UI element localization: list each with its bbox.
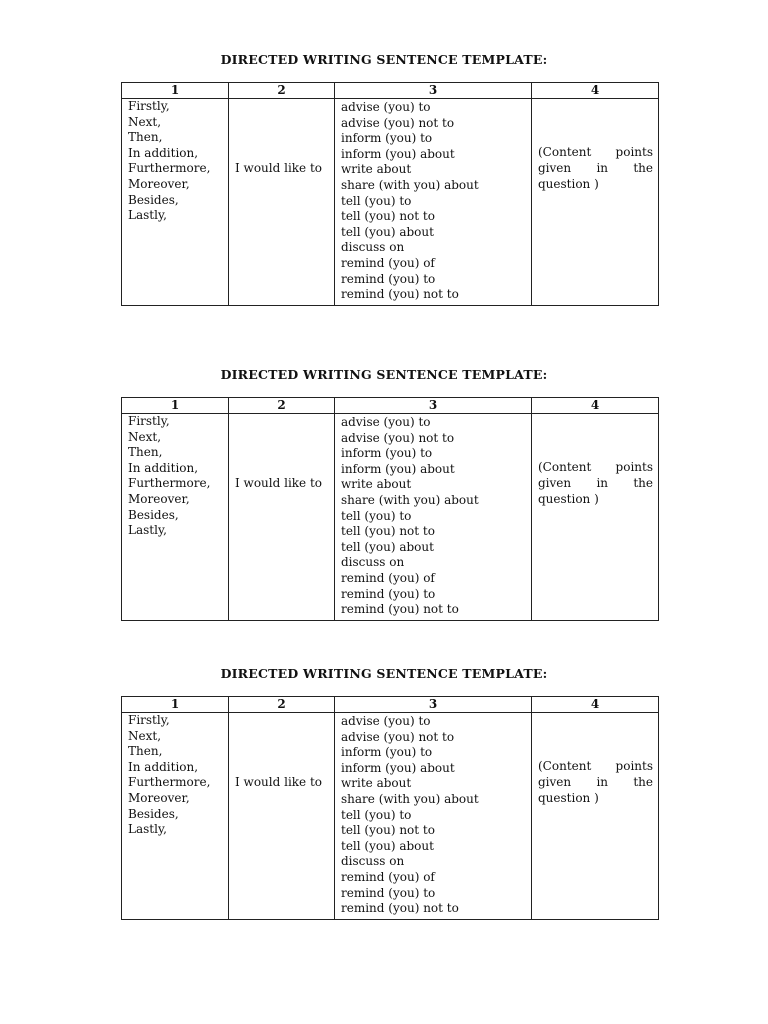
connector-word: Lastly, bbox=[128, 822, 167, 837]
column-header-1: 1 bbox=[122, 83, 229, 99]
template-section bbox=[0, 367, 768, 621]
verb-phrase: remind (you) of bbox=[341, 869, 435, 884]
verb-phrase: advise (you) to bbox=[341, 415, 431, 429]
verb-phrase: remind (you) to bbox=[341, 586, 436, 601]
opening-phrase: I would like to bbox=[235, 475, 323, 490]
verb-phrase: tell (you) not to bbox=[341, 209, 435, 224]
verb-phrase: share (with you) about bbox=[341, 791, 479, 806]
connector-word: Then, bbox=[128, 744, 163, 759]
connectors-cell bbox=[122, 99, 229, 306]
table-body-row bbox=[122, 99, 659, 306]
column-header-1: 1 bbox=[122, 398, 229, 414]
connectors-cell bbox=[122, 713, 229, 920]
section-title: DIRECTED WRITING SENTENCE TEMPLATE: bbox=[220, 367, 548, 382]
verb-phrase: tell (you) not to bbox=[341, 524, 435, 539]
sentence-template-table bbox=[121, 82, 659, 306]
verb-phrase: discuss on bbox=[341, 240, 405, 255]
verb-phrase: remind (you) to bbox=[341, 885, 436, 900]
table-header-row bbox=[122, 83, 659, 99]
opening-phrase: I would like to bbox=[235, 774, 323, 789]
verb-phrase: remind (you) not to bbox=[341, 901, 459, 916]
content-points-note: (Content points given in the question ) bbox=[538, 145, 653, 191]
opening-phrase-cell bbox=[229, 414, 335, 621]
verb-phrase: advise (you) not to bbox=[341, 729, 455, 744]
connector-word: In addition, bbox=[128, 460, 199, 475]
table-body-row bbox=[122, 414, 659, 621]
connector-word: Besides, bbox=[128, 192, 179, 207]
sentence-template-table bbox=[121, 397, 659, 621]
verb-phrase: advise (you) to bbox=[341, 100, 431, 114]
column-header-4: 4 bbox=[532, 697, 659, 713]
verb-phrase: tell (you) not to bbox=[341, 823, 435, 838]
template-section bbox=[0, 666, 768, 920]
section-title: DIRECTED WRITING SENTENCE TEMPLATE: bbox=[220, 52, 548, 67]
column-header-3: 3 bbox=[335, 83, 532, 99]
connector-word: Firstly, bbox=[128, 99, 170, 113]
section-title: DIRECTED WRITING SENTENCE TEMPLATE: bbox=[220, 666, 548, 681]
connector-word: Lastly, bbox=[128, 208, 167, 223]
connector-word: Moreover, bbox=[128, 790, 190, 805]
table-body-row bbox=[122, 713, 659, 920]
connector-word: Furthermore, bbox=[128, 775, 211, 790]
verb-phrase: remind (you) not to bbox=[341, 602, 459, 617]
column-header-2: 2 bbox=[229, 697, 335, 713]
column-header-3: 3 bbox=[335, 697, 532, 713]
connector-word: Firstly, bbox=[128, 713, 170, 727]
verb-phrase: advise (you) not to bbox=[341, 430, 455, 445]
verb-phrase: write about bbox=[341, 162, 412, 177]
verb-phrase: inform (you) about bbox=[341, 146, 455, 161]
verb-phrases-cell bbox=[335, 713, 532, 920]
column-header-2: 2 bbox=[229, 398, 335, 414]
connector-word: Then, bbox=[128, 445, 163, 460]
verb-phrase: remind (you) not to bbox=[341, 287, 459, 302]
connector-word: Next, bbox=[128, 728, 162, 743]
opening-phrase-cell bbox=[229, 713, 335, 920]
column-header-2: 2 bbox=[229, 83, 335, 99]
column-header-3: 3 bbox=[335, 398, 532, 414]
verb-phrase: inform (you) to bbox=[341, 745, 433, 760]
verb-phrase: tell (you) to bbox=[341, 807, 412, 822]
content-points-cell bbox=[532, 99, 659, 306]
verb-phrase: remind (you) of bbox=[341, 255, 435, 270]
verb-phrase: tell (you) to bbox=[341, 508, 412, 523]
table-header-row bbox=[122, 697, 659, 713]
connectors-cell bbox=[122, 414, 229, 621]
verb-phrase: discuss on bbox=[341, 854, 405, 869]
verb-phrase: inform (you) to bbox=[341, 131, 433, 146]
opening-phrase-cell bbox=[229, 99, 335, 306]
verb-phrase: advise (you) to bbox=[341, 714, 431, 728]
connector-word: Moreover, bbox=[128, 176, 190, 191]
verb-phrase: inform (you) about bbox=[341, 461, 455, 476]
verb-phrase: discuss on bbox=[341, 555, 405, 570]
connector-word: Next, bbox=[128, 429, 162, 444]
content-points-cell bbox=[532, 414, 659, 621]
connector-word: Next, bbox=[128, 114, 162, 129]
verb-phrases-cell bbox=[335, 99, 532, 306]
connector-word: In addition, bbox=[128, 759, 199, 774]
verb-phrase: tell (you) about bbox=[341, 224, 434, 239]
verb-phrase: advise (you) not to bbox=[341, 115, 455, 130]
connector-word: Moreover, bbox=[128, 491, 190, 506]
verb-phrases-cell bbox=[335, 414, 532, 621]
template-section bbox=[0, 52, 768, 306]
verb-phrase: inform (you) about bbox=[341, 760, 455, 775]
column-header-4: 4 bbox=[532, 83, 659, 99]
connector-word: In addition, bbox=[128, 145, 199, 160]
content-points-cell bbox=[532, 713, 659, 920]
verb-phrase: write about bbox=[341, 477, 412, 492]
column-header-4: 4 bbox=[532, 398, 659, 414]
verb-phrase: tell (you) to bbox=[341, 193, 412, 208]
verb-phrase: write about bbox=[341, 776, 412, 791]
opening-phrase: I would like to bbox=[235, 160, 323, 175]
connector-word: Furthermore, bbox=[128, 476, 211, 491]
table-header-row bbox=[122, 398, 659, 414]
verb-phrase: tell (you) about bbox=[341, 838, 434, 853]
connector-word: Lastly, bbox=[128, 523, 167, 538]
connector-word: Besides, bbox=[128, 806, 179, 821]
verb-phrase: tell (you) about bbox=[341, 539, 434, 554]
connector-word: Besides, bbox=[128, 507, 179, 522]
content-points-note: (Content points given in the question ) bbox=[538, 759, 653, 805]
verb-phrase: share (with you) about bbox=[341, 177, 479, 192]
content-points-note: (Content points given in the question ) bbox=[538, 460, 653, 506]
connector-word: Then, bbox=[128, 130, 163, 145]
verb-phrase: share (with you) about bbox=[341, 492, 479, 507]
verb-phrase: remind (you) to bbox=[341, 271, 436, 286]
connector-word: Firstly, bbox=[128, 414, 170, 428]
connector-word: Furthermore, bbox=[128, 161, 211, 176]
verb-phrase: inform (you) to bbox=[341, 446, 433, 461]
verb-phrase: remind (you) of bbox=[341, 570, 435, 585]
column-header-1: 1 bbox=[122, 697, 229, 713]
sentence-template-table bbox=[121, 696, 659, 920]
